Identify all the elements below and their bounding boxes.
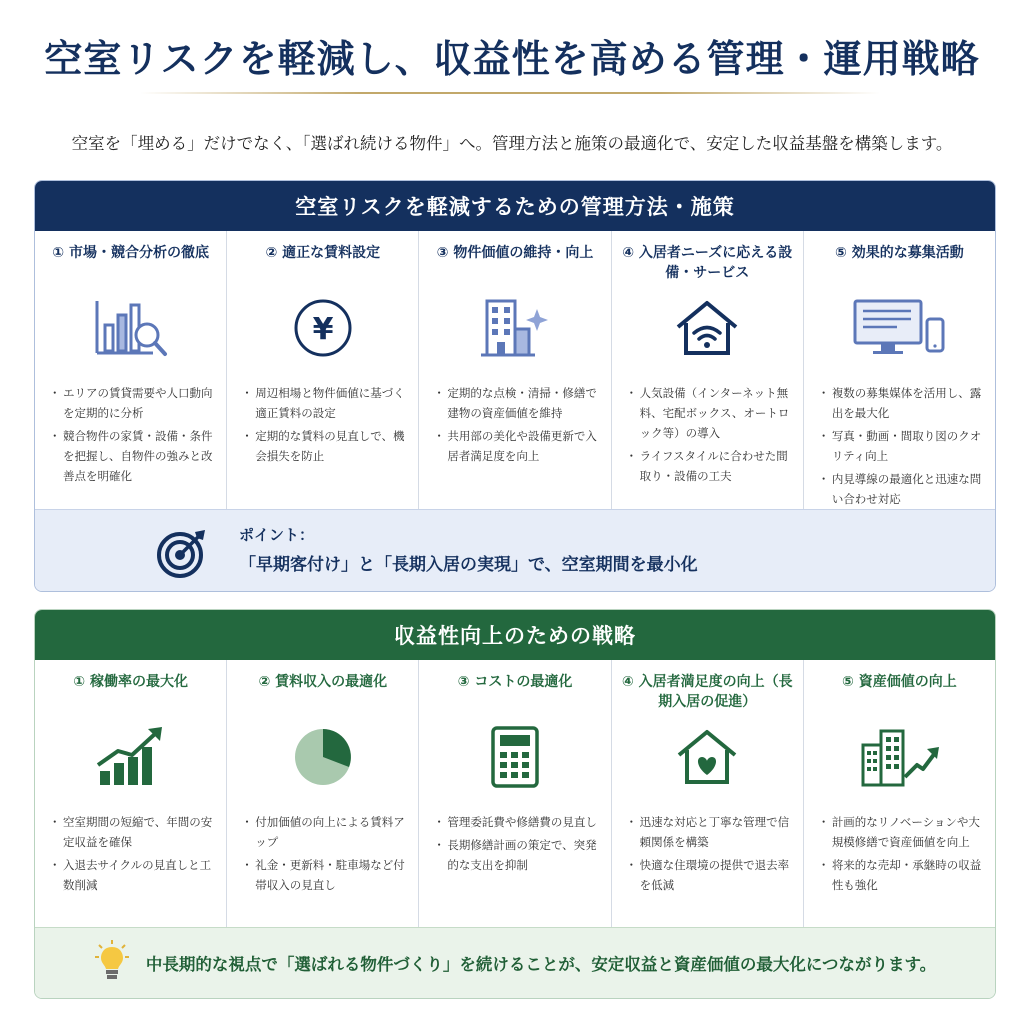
bullet-item: ・ 迅速な対応と丁寧な管理で信頼関係を構築	[626, 812, 793, 852]
wifi-house-icon	[622, 289, 793, 367]
point-text: 「早期客付け」と「長期入居の実現」で、空室期間を最小化	[239, 555, 698, 575]
bullet-item: ・ 将来的な売却・承継時の収益性も強化	[818, 855, 985, 895]
measure-column	[227, 231, 419, 511]
bullet-item: ・ 付加価値の向上による賃料アップ	[241, 812, 408, 852]
bullet-item: ・ エリアの賃貸需要や人口動向を定期的に分析	[49, 383, 216, 423]
column-title: ⑤ 資産価値の向上	[842, 674, 957, 690]
bullet-item: ・ 写真・動画・間取り図のクオリティ向上	[818, 426, 985, 466]
conclusion-callout	[35, 927, 995, 998]
bar-chart-magnifier-icon	[45, 289, 216, 367]
bullet-item: ・ 快適な住環境の提供で退去率を低減	[626, 855, 793, 895]
point-callout	[35, 509, 995, 591]
measure-column	[419, 231, 611, 511]
strategy-column	[35, 660, 227, 927]
target-icon	[155, 526, 209, 584]
column-title: ⑤ 効果的な募集活動	[835, 245, 964, 261]
conclusion-text: 中長期的な視点で「選ばれる物件づくり」を続けることが、安定収益と資産価値の最大化につながります。	[145, 955, 937, 974]
bullet-item: ・ 共用部の美化や設備更新で入居者満足度を向上	[433, 426, 600, 466]
bullet-item: ・ 複数の募集媒体を活用し、露出を最大化	[818, 383, 985, 423]
bullet-item: ・ 入退去サイクルの見直しと工数削減	[49, 855, 216, 895]
strategy-column	[227, 660, 419, 927]
bullet-item: ・ 内見導線の最適化と迅速な問い合わせ対応	[818, 469, 985, 509]
column-title: ④ 入居者ニーズに応える設備・サービス	[622, 245, 793, 281]
column-title: ② 賃料収入の最適化	[258, 674, 388, 690]
profitability-strategy-section	[34, 609, 996, 999]
section-header: 空室リスクを軽減するための管理方法・施策	[35, 181, 995, 231]
bullet-item: ・ 人気設備（インターネット無料、宅配ボックス、オートロック等）の導入	[626, 383, 793, 443]
light-bulb-icon	[94, 939, 130, 987]
svg-text:¥: ¥	[312, 312, 334, 347]
measure-column	[612, 231, 804, 511]
bullet-item: ・ 定期的な点検・清掃・修繕で建物の資産価値を維持	[433, 383, 600, 423]
column-title: ① 市場・競合分析の徹底	[52, 245, 209, 261]
bullet-item: ・ 礼金・更新料・駐車場など付帯収入の見直し	[241, 855, 408, 895]
column-title: ① 稼働率の最大化	[73, 674, 188, 690]
strategy-column	[804, 660, 995, 927]
building-sparkle-icon	[429, 289, 600, 367]
bullet-item: ・ 競合物件の家賃・設備・条件を把握し、自物件の強みと改善点を明確化	[49, 426, 216, 486]
bullet-item: ・ 管理委託費や修繕費の見直し	[433, 812, 600, 832]
strategy-column	[612, 660, 804, 927]
building-arrow-icon	[814, 718, 985, 796]
growth-chart-icon	[45, 718, 216, 796]
column-title: ② 適正な賃料設定	[265, 245, 381, 261]
vacancy-measures-section	[34, 180, 996, 592]
bullet-item: ・ 空室期間の短縮で、年間の安定収益を確保	[49, 812, 216, 852]
measure-column	[35, 231, 227, 511]
bullet-item: ・ 長期修繕計画の策定で、突発的な支出を抑制	[433, 835, 600, 875]
point-label: ポイント：	[239, 526, 315, 544]
heart-house-icon	[622, 718, 793, 796]
monitor-phone-icon	[814, 289, 985, 367]
strategy-column	[419, 660, 611, 927]
calculator-icon	[429, 718, 600, 796]
yen-coin-icon	[237, 289, 408, 367]
page-subtitle: 空室を「埋める」だけでなく、「選ばれ続ける物件」へ。管理方法と施策の最適化で、安定した収益基盤を構築します。	[71, 134, 953, 153]
page-title: 空室リスクを軽減し、収益性を高める管理・運用戦略	[44, 37, 980, 81]
bullet-item: ・ 周辺相場と物件価値に基づく適正賃料の設定	[241, 383, 408, 423]
bullet-item: ・ ライフスタイルに合わせた間取り・設備の工夫	[626, 446, 793, 486]
column-title: ③ 物件価値の維持・向上	[436, 245, 594, 261]
bullet-item: ・ 計画的なリノベーションや大規模修繕で資産価値を向上	[818, 812, 985, 852]
column-title: ④ 入居者満足度の向上（長期入居の促進）	[621, 674, 793, 710]
pie-chart-icon	[237, 718, 408, 796]
bullet-item: ・ 定期的な賃料の見直しで、機会損失を防止	[241, 426, 408, 466]
section-header: 収益性向上のための戦略	[35, 610, 995, 660]
title-divider	[140, 92, 880, 94]
column-title: ③ コストの最適化	[457, 674, 573, 690]
measure-column	[804, 231, 995, 511]
